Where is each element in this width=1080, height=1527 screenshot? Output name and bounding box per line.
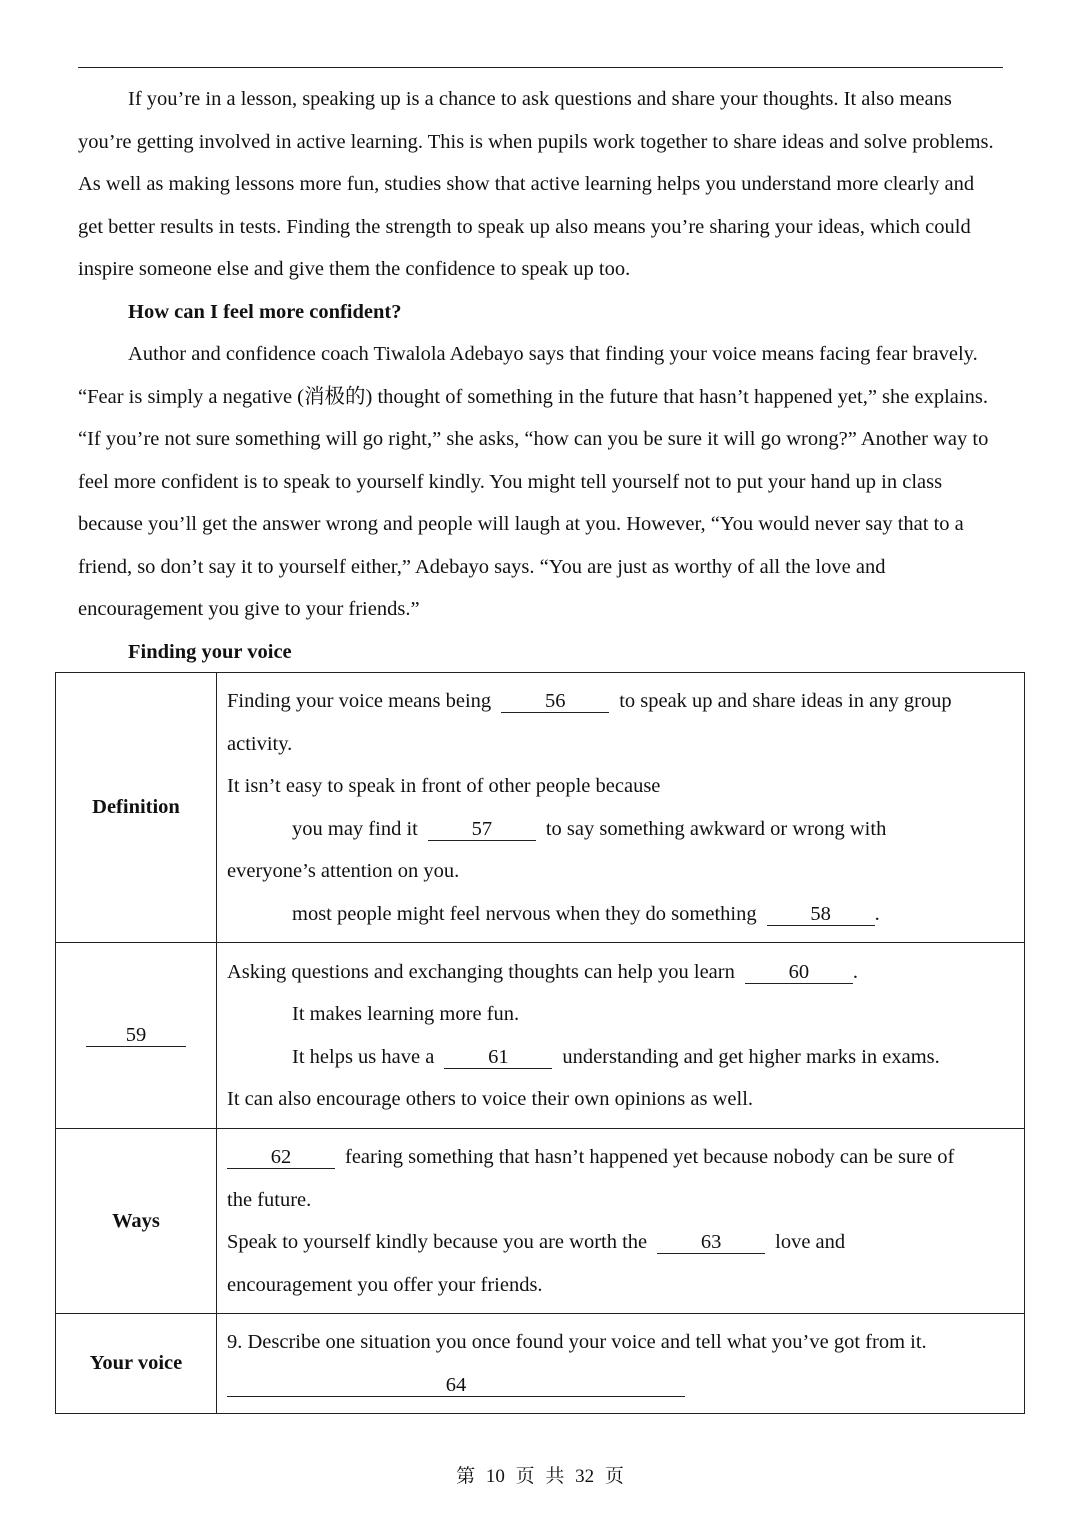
paragraph-confidence-coach: Author and confidence coach Tiwalola Adebayo says that finding your voice means facing fear bravely. “Fear is simply a negative (消极的) thought of something in the future that hasn’t happened yet,” she explains. “If you’re not sure something will go right,” she asks, “how can you be sure it will go wrong?” Another way to feel more confident is to speak to yourself kindly. You might tell yourself not to put your hand up in class because you’ll get the answer wrong and people will laugh at you. However, “You would never say that to a friend, so don’t say it to yourself either,” Adebayo says. “You are just as worthy of all the love and encouragement you give to your friends.” <box>78 343 989 620</box>
blank-61[interactable]: 61 <box>444 1046 552 1069</box>
row-label-ways: Ways <box>56 1129 217 1314</box>
blank-63[interactable]: 63 <box>657 1231 765 1254</box>
blank-59[interactable]: 59 <box>86 1024 186 1047</box>
row-label-59 <box>56 943 217 1129</box>
row-label-your-voice: Your voice <box>56 1314 217 1414</box>
ways-content: 62 fearing something that hasn’t happened yet because nobody can be sure of the future. Speak to yourself kindly because you are worth the 63 love and encouragement you offer your friends. <box>217 1129 1025 1314</box>
blank-64[interactable]: 64 <box>227 1374 685 1397</box>
header-rule <box>78 67 1003 68</box>
blank-58[interactable]: 58 <box>767 903 875 926</box>
blank-60[interactable]: 60 <box>745 961 853 984</box>
paragraph-active-learning: If you’re in a lesson, speaking up is a chance to ask questions and share your thoughts. It also means you’re getting involved in active learning. This is when pupils work together to share ideas and solve problems. As well as making lessons more fun, studies show that active learning helps you understand more clearly and get better results in tests. Finding the strength to speak up also means you’re sharing your ideas, which could inspire someone else and give them the confidence to speak up too. <box>78 88 994 280</box>
your-voice-content: 9. Describe one situation you once found your voice and tell what you’ve got from it. 64 <box>217 1314 1025 1414</box>
section-heading-confidence: How can I feel more confident? <box>128 300 402 323</box>
blank-56[interactable]: 56 <box>501 690 609 713</box>
article <box>78 78 1003 673</box>
table-title: Finding your voice <box>128 640 292 663</box>
blank-62[interactable]: 62 <box>227 1146 335 1169</box>
row-label-definition: Definition <box>56 673 217 943</box>
finding-voice-table <box>55 672 1025 1414</box>
table-row-ways <box>56 1129 1025 1314</box>
page-number-footer: 第 10 页 共 32 页 <box>456 1466 624 1487</box>
table-row-your-voice <box>56 1314 1025 1414</box>
table-row-benefits <box>56 943 1025 1129</box>
table-row-definition <box>56 673 1025 943</box>
definition-content: Finding your voice means being 56 to speak up and share ideas in any group activity. It isn’t easy to speak in front of other people because you may find it 57 to say something awkward or wrong with everyone’s attention on you. most people might feel nervous when they do something 58 . <box>217 673 1025 943</box>
benefits-content: Asking questions and exchanging thoughts can help you learn 60 . It makes learning more fun. It helps us have a 61 understanding and get higher marks in exams. It can also encourage others to voice their own opinions as well. <box>217 943 1025 1129</box>
blank-57[interactable]: 57 <box>428 818 536 841</box>
